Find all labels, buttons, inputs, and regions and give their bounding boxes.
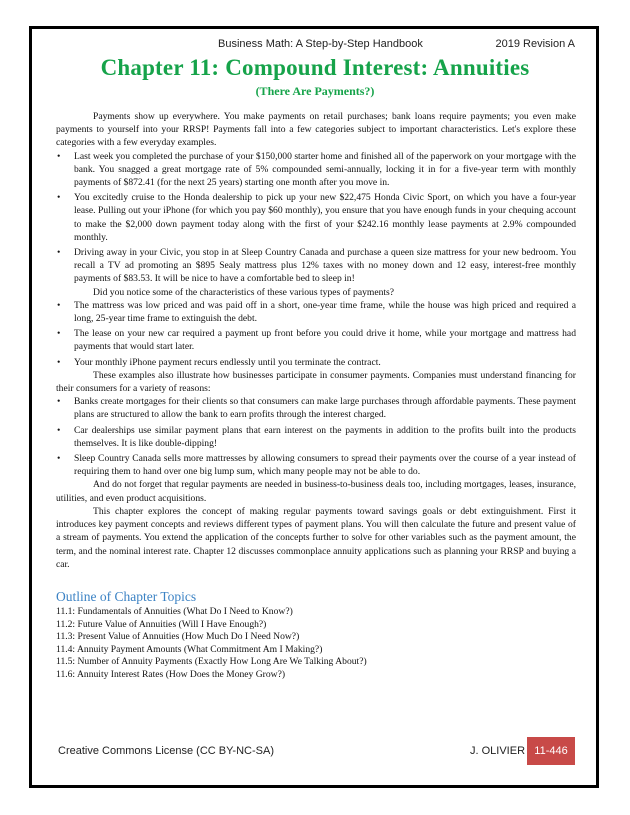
bullet-icon: • bbox=[57, 424, 61, 436]
topic-item: 11.6: Annuity Interest Rates (How Does the Money Grow?) bbox=[56, 668, 286, 680]
bullet-icon: • bbox=[57, 328, 61, 340]
list-item bbox=[56, 452, 576, 478]
example-text: You excitedly cruise to the Honda dealership to pick up your new $22,475 Honda Civic Sport, on which you have a four-year lease. Pulling out your iPhone (for which you pay $60 monthly), you ensure that you have enough funds in your chequing account to make the $2,000 down payment today along with the first of your $242.16 monthly lease payments at 2.9% compounded monthly. bbox=[74, 192, 576, 243]
characteristic-text: The lease on your new car required a payment up front before you could drive it home, while your mortgage and mattress had payments that would start later. bbox=[74, 328, 576, 353]
b2b-paragraph: And do not forget that regular payments are needed in business-to-business deals too, including mortgages, leases, insurance, utilities, and even product acquisitions. bbox=[56, 479, 576, 504]
bullet-icon: • bbox=[57, 356, 61, 368]
business-point-text: Sleep Country Canada sells more mattresses by allowing consumers to spread their payments over the course of a year instead of requiring them to hand over one big lump sum, which many people may not be able to do. bbox=[74, 453, 576, 478]
outline-title: Outline of Chapter Topics bbox=[56, 589, 197, 604]
intro-paragraph: Payments show up everywhere. You make payments on retail purchases; bank loans require payments; you even make payments to yourself into your RRSP! Payments fall into a few categories subject to important characteristics. Let's explore these categories with a few everyday examples. bbox=[56, 111, 576, 149]
characteristic-text: The mattress was low priced and was paid off in a short, one-year time frame, while the house was high priced and required a long, 25-year time frame to extinguish the debt. bbox=[74, 299, 576, 325]
topic-item: 11.3: Present Value of Annuities (How Much Do I Need Now?) bbox=[56, 631, 300, 643]
topic-item: 11.4: Annuity Payment Amounts (What Commitment Am I Making?) bbox=[56, 643, 323, 655]
topic-list bbox=[56, 606, 367, 682]
characteristic-text: Your monthly iPhone payment recurs endlessly until you terminate the contract. bbox=[74, 356, 381, 368]
list-item bbox=[56, 246, 576, 286]
list-item bbox=[56, 327, 576, 353]
chapter-overview-paragraph: This chapter explores the concept of making regular payments toward savings goals or debt extinguishment. First it introduces key payment concepts and reviews different types of payment plans. You will then calculate the future and present value of a stream of payments. You extend the application of the concepts further to solve for other variables such as the payment amount, the term, and the nominal interest rate. Chapter 12 discusses commonplace annuity applications such as planning your RRSP and buying a car. bbox=[56, 505, 576, 570]
business-intro-paragraph: These examples also illustrate how businesses participate in consumer payments. Companies must understand financing for their consumers for a variety of reasons: bbox=[56, 369, 576, 395]
topic-item: 11.1: Fundamentals of Annuities (What Do I Need to Know?) bbox=[56, 606, 293, 617]
example-text: Driving away in your Civic, you stop in at Sleep Country Canada and purchase a queen size mattress for your new bedroom. You recall a TV ad promoting an $895 Sealy mattress plus 12% taxes with no money down and 12 easy, interest-free monthly payments of $83.53. It will be nice to have a comfortable bed to sleep in! bbox=[74, 247, 576, 285]
license-text: Creative Commons License (CC BY-NC-SA) bbox=[58, 745, 274, 757]
business-point-text: Banks create mortgages for their clients so that consumers can make large purchases through affordable payments. These payment plans are structured to allow the bank to earn profits through the interest charged. bbox=[74, 396, 576, 421]
bullet-icon: • bbox=[57, 299, 61, 311]
bullet-icon: • bbox=[57, 150, 61, 162]
page-number-badge: 11-446 bbox=[527, 737, 575, 765]
example-text: Last week you completed the purchase of your $150,000 starter home and finished all of the paperwork on your mortgage with the bank. You snagged a great mortgage rate of 5% compounded semi-annually, locking it in for a five-year term with monthly payments of $872.41 (for the next 25 years) starting one month after you move in. bbox=[74, 150, 576, 189]
question-paragraph: Did you notice some of the characteristics of these various types of payments? bbox=[93, 286, 395, 298]
bullet-icon: • bbox=[57, 247, 61, 259]
book-title: Business Math: A Step-by-Step Handbook bbox=[218, 38, 423, 50]
bullet-icon: • bbox=[57, 396, 61, 408]
chapter-subtitle: (There Are Payments?) bbox=[255, 84, 375, 98]
author-name: J. OLIVIER bbox=[470, 745, 526, 757]
chapter-body bbox=[56, 110, 576, 571]
business-point-text: Car dealerships use similar payment plans that earn interest on the payments in addition to the profits built into the products themselves. It is like double-dipping! bbox=[74, 424, 576, 449]
revision-label: 2019 Revision A bbox=[495, 38, 575, 50]
list-item bbox=[56, 299, 576, 325]
list-item bbox=[56, 150, 576, 190]
topic-item: 11.2: Future Value of Annuities (Will I Have Enough?) bbox=[56, 618, 267, 630]
list-item bbox=[56, 424, 576, 450]
list-item bbox=[56, 191, 576, 244]
list-item bbox=[56, 395, 576, 421]
chapter-title: Chapter 11: Compound Interest: Annuities bbox=[100, 55, 530, 80]
bullet-icon: • bbox=[57, 453, 61, 465]
topic-item: 11.5: Number of Annuity Payments (Exactly How Long Are We Talking About?) bbox=[56, 656, 367, 668]
bullet-icon: • bbox=[57, 192, 61, 204]
list-item bbox=[56, 356, 576, 369]
